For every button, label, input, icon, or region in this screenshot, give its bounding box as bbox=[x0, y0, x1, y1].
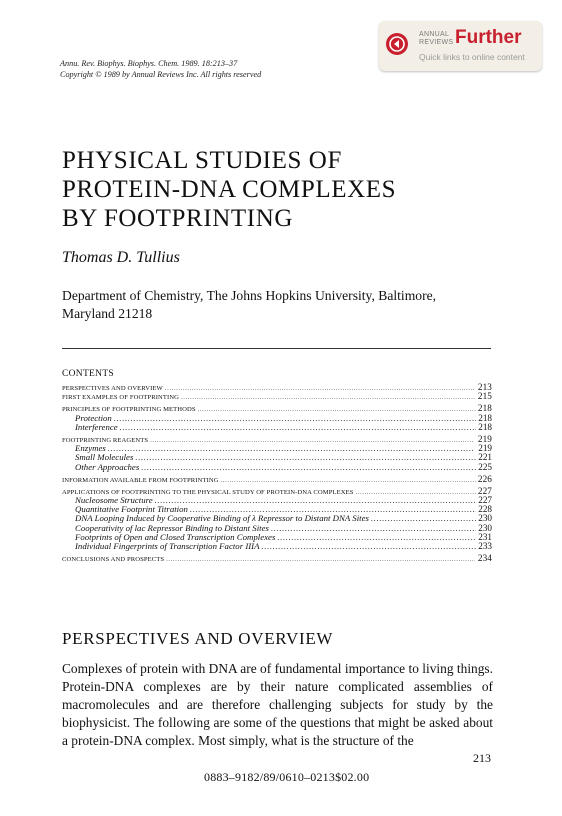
toc-entry-label: Small Molecules bbox=[75, 452, 134, 463]
body-paragraph: Complexes of protein with DNA are of fundamental importance to living things. Protein-DNA complexes are by their nature complicated assemblies of macromolecules and are therefore challenging subjects for study by the biophysicist. The following are some of the questions that might be asked about a protein-DNA complex. Most simply, what is the structure of the bbox=[62, 661, 493, 748]
title-line-3: BY FOOTPRINTING bbox=[62, 205, 293, 232]
toc-entry-page: 230 bbox=[478, 522, 492, 533]
toc-entry-label: FOOTPRINTING REAGENTS bbox=[62, 436, 149, 444]
table-of-contents bbox=[62, 383, 492, 563]
title-line-1: PHYSICAL STUDIES OF bbox=[62, 147, 342, 174]
toc-entry-page: 221 bbox=[478, 452, 492, 463]
page-number: 213 bbox=[473, 751, 491, 765]
toc-leader-dots bbox=[271, 524, 476, 533]
toc-entry bbox=[62, 414, 492, 423]
toc-entry-label: PERSPECTIVES AND OVERVIEW bbox=[62, 385, 163, 392]
section-heading: PERSPECTIVES AND OVERVIEW bbox=[62, 629, 334, 648]
toc-entry bbox=[62, 475, 492, 484]
toc-entry-page: 218 bbox=[478, 412, 492, 423]
footer-code: 0883–9182/89/0610–0213$02.00 bbox=[204, 770, 370, 784]
toc-leader-dots bbox=[120, 423, 476, 432]
toc-entry-page: 218 bbox=[477, 403, 492, 414]
journal-citation bbox=[60, 58, 261, 80]
annual-reviews-further-badge[interactable] bbox=[379, 21, 542, 71]
toc-entry-page: 234 bbox=[477, 553, 492, 564]
toc-entry-page: 215 bbox=[477, 391, 492, 402]
divider bbox=[62, 348, 491, 349]
toc-leader-dots bbox=[181, 393, 475, 402]
toc-leader-dots bbox=[166, 555, 474, 564]
toc-entry-label: Interference bbox=[75, 421, 118, 432]
badge-reviews: REVIEWS bbox=[419, 38, 454, 46]
toc-entry-label: Footprints of Open and Closed Transcription Complexes bbox=[75, 531, 276, 542]
author-affiliation: Department of Chemistry, The Johns Hopkins University, Baltimore, Maryland 21218 bbox=[62, 288, 437, 321]
toc-leader-dots bbox=[221, 476, 476, 485]
badge-further: Further bbox=[455, 27, 522, 48]
toc-entry bbox=[62, 554, 492, 563]
toc-leader-dots bbox=[371, 514, 476, 523]
toc-entry-label: INFORMATION AVAILABLE FROM FOOTPRINTING bbox=[62, 476, 219, 484]
toc-entry-page: 227 bbox=[477, 485, 492, 496]
title-line-2: PROTEIN-DNA COMPLEXES bbox=[62, 176, 397, 203]
author-name: Thomas D. Tullius bbox=[62, 249, 180, 266]
toc-leader-dots bbox=[277, 533, 476, 542]
toc-leader-dots bbox=[155, 496, 477, 505]
toc-entry-page: 231 bbox=[478, 531, 492, 542]
toc-entry-label: Quantitative Footprint Titration bbox=[75, 504, 188, 515]
toc-entry-label: Cooperativity of lac Repressor Binding to Distant Sites bbox=[75, 522, 269, 533]
badge-annual: ANNUAL bbox=[419, 31, 450, 38]
toc-leader-dots bbox=[108, 444, 475, 453]
toc-entry bbox=[62, 423, 492, 432]
toc-entry bbox=[62, 542, 492, 551]
toc-entry-page: 233 bbox=[478, 541, 492, 551]
citation-line-1: Annu. Rev. Biophys. Biophys. Chem. 1989. 18:213–37 bbox=[60, 59, 238, 68]
toc-entry-page: 230 bbox=[478, 513, 492, 524]
toc-entry bbox=[62, 383, 492, 392]
toc-leader-dots bbox=[261, 542, 476, 551]
badge-brand bbox=[419, 31, 453, 46]
toc-entry-label: APPLICATIONS OF FOOTPRINTING TO THE PHYSICAL STUDY OF PROTEIN-DNA COMPLEXES bbox=[62, 488, 354, 496]
toc-entry bbox=[62, 392, 492, 401]
arrow-left-icon bbox=[386, 33, 408, 55]
toc-entry-page: 218 bbox=[478, 421, 492, 432]
toc-entry-label: Nucleosome Structure bbox=[75, 495, 153, 506]
toc-entry-page: 213 bbox=[477, 382, 492, 392]
toc-entry-page: 219 bbox=[478, 443, 492, 454]
toc-entry-label: FIRST EXAMPLES OF FOOTPRINTING bbox=[62, 394, 180, 402]
toc-entry-page: 219 bbox=[477, 433, 492, 444]
toc-leader-dots bbox=[135, 453, 476, 462]
toc-entry-label: Protection bbox=[75, 412, 112, 423]
article-title bbox=[62, 146, 396, 233]
toc-entry-label: PRINCIPLES OF FOOTPRINTING METHODS bbox=[62, 406, 196, 414]
toc-leader-dots bbox=[114, 414, 476, 423]
toc-entry-label: Other Approaches bbox=[75, 461, 140, 472]
toc-leader-dots bbox=[165, 384, 475, 393]
toc-entry-page: 226 bbox=[477, 473, 492, 484]
toc-entry-label: DNA Looping Induced by Cooperative Binding of λ Repressor to Distant DNA Sites bbox=[75, 513, 369, 524]
badge-subtitle: Quick links to online content bbox=[419, 52, 525, 62]
toc-leader-dots bbox=[141, 463, 476, 472]
citation-line-2: Copyright © 1989 by Annual Reviews Inc. All rights reserved bbox=[60, 70, 262, 79]
toc-entry-label: Enzymes bbox=[75, 443, 106, 454]
toc-entry bbox=[62, 404, 492, 413]
toc-entry-page: 227 bbox=[478, 495, 492, 506]
toc-entry-page: 228 bbox=[478, 504, 492, 515]
toc-entry bbox=[62, 463, 492, 472]
toc-entry-page: 225 bbox=[478, 461, 492, 472]
toc-entry-label: CONCLUSIONS AND PROSPECTS bbox=[62, 556, 165, 564]
contents-heading: CONTENTS bbox=[62, 369, 115, 379]
toc-entry-label: Individual Fingerprints of Transcription Factor IIIA bbox=[75, 541, 260, 551]
toc-entry bbox=[62, 435, 492, 444]
